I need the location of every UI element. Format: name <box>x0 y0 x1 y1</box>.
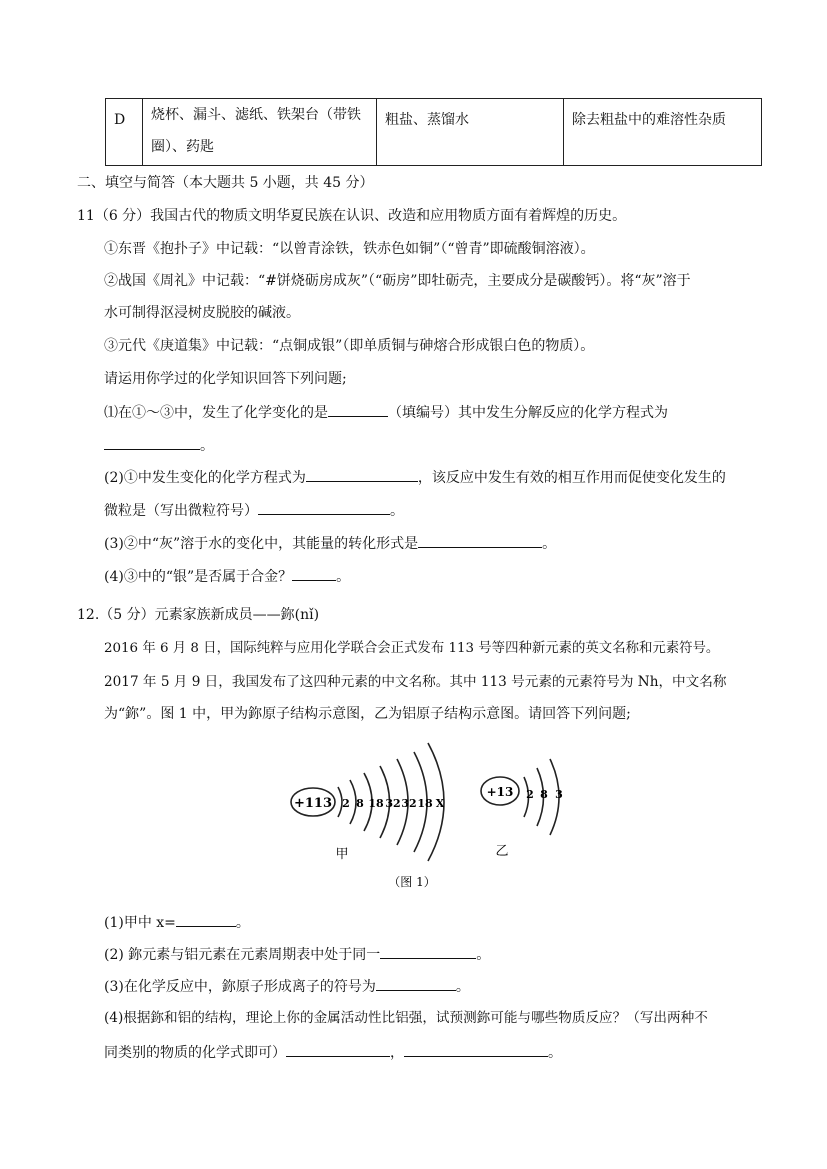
q12-part4-text-b: 同类别的物质的化学式即可） <box>104 1045 286 1061</box>
jia-shell-3: 18 <box>368 797 384 810</box>
section-title: 二、填空与简答（本大题共 5 小题，共 45 分） <box>77 175 374 191</box>
jia-shell-5: 32 <box>401 797 417 810</box>
q11-part3 <box>104 531 556 553</box>
q11-part1-text-b: （填编号）其中发生分解反应的化学方程式为 <box>388 405 668 421</box>
q12-header: 12.（5 分）元素家族新成员——鉨(nǐ) <box>77 607 320 623</box>
jia-shell-6: 18 <box>417 797 433 810</box>
jia-shell-1: 2 <box>342 797 350 810</box>
jia-label: 甲 <box>335 847 349 862</box>
figure-caption: （图 1） <box>388 875 436 889</box>
answer-blank[interactable] <box>418 531 542 548</box>
q12-part4-sep: ， <box>390 1045 404 1061</box>
q12-part4-end: 。 <box>548 1045 562 1061</box>
q12-part2-end: 。 <box>476 947 491 963</box>
answer-blank[interactable] <box>376 974 456 991</box>
q11-part2-cont <box>104 498 404 520</box>
q12-part3 <box>104 974 470 996</box>
yi-nucleus-label: +13 <box>486 785 514 799</box>
q12-part3-text: (3)在化学反应中，鉨原子形成离子的符号为 <box>104 979 376 995</box>
answer-blank[interactable] <box>104 433 200 450</box>
answer-blank[interactable] <box>286 1040 390 1057</box>
q11-part1-text-a: ⑴在①～③中，发生了化学变化的是 <box>104 405 328 421</box>
yi-shell-1: 2 <box>526 788 534 801</box>
yi-label: 乙 <box>495 844 509 859</box>
reagents-cell: 粗盐、蒸馏水 <box>377 99 564 166</box>
q11-item2b: 水可制得沤浸树皮脱胶的碱液。 <box>104 305 300 321</box>
q12-part2-text: (2) 鉨元素与铝元素在元素周期表中处于同一 <box>104 947 381 963</box>
answer-blank[interactable] <box>258 498 390 515</box>
q12-part1-end: 。 <box>235 915 250 931</box>
q11-part2-text-c: 微粒是（写出微粒符号） <box>104 503 258 519</box>
yi-shell-2: 8 <box>540 788 548 801</box>
q12-para3: 为“鉨”。图 1 中，甲为鉨原子结构示意图，乙为铝原子结构示意图。请回答下列问题; <box>104 706 631 722</box>
q11-part4 <box>104 564 350 586</box>
q12-part4-cont <box>104 1040 562 1062</box>
table-row <box>106 99 762 166</box>
q11-part2 <box>104 465 726 487</box>
q11-part4-end: 。 <box>336 569 351 585</box>
q12-para1: 2016 年 6 月 8 日，国际纯粹与应用化学联合会正式发布 113 号等四种新元素的英文名称和元素符号。 <box>104 641 720 656</box>
q11-part3-text: (3)②中“灰”溶于水的变化中，其能量的转化形式是 <box>104 536 419 552</box>
q11-part1-cont <box>104 433 214 455</box>
answer-blank[interactable] <box>404 1040 548 1057</box>
q11-header: 11（6 分）我国古代的物质文明华夏民族在认识、改造和应用物质方面有着辉煌的历史。 <box>77 208 627 224</box>
q12-part1 <box>104 910 250 932</box>
q11-item1: ①东晋《抱扑子》中记载：“以曾青涂铁，铁赤色如铜”（“曾青”即硫酸铜溶液）。 <box>104 241 595 257</box>
jia-nucleus-label: +113 <box>293 796 333 811</box>
q11-part1 <box>104 400 668 422</box>
answer-blank[interactable] <box>176 910 236 927</box>
q11-part1-end: 。 <box>200 438 214 454</box>
answer-blank[interactable] <box>306 465 418 482</box>
q12-para2: 2017 年 5 月 9 日，我国发布了这四种元素的中文名称。其中 113 号元素的元素符号为 Nh，中文名称 <box>104 674 727 690</box>
q12-part3-end: 。 <box>455 979 470 995</box>
purpose-cell: 除去粗盐中的难溶性杂质 <box>564 99 762 166</box>
jia-shell-counts <box>342 797 445 810</box>
answer-blank[interactable] <box>328 400 388 417</box>
options-table <box>105 98 762 166</box>
q12-part4: (4)根据鉨和铝的结构，理论上你的金属活动性比铝强，试预测鉨可能与哪些物质反应？（写出两种不 <box>104 1010 708 1026</box>
answer-blank[interactable] <box>292 564 336 581</box>
q11-prompt: 请运用你学过的化学知识回答下列问题; <box>104 371 347 387</box>
q11-part4-text: (4)③中的“银”是否属于合金？ <box>104 569 293 585</box>
q12-part1-text: (1)甲中 x= <box>104 915 176 931</box>
jia-shell-4: 32 <box>385 797 401 810</box>
yi-shell-3: 3 <box>555 788 563 801</box>
option-cell: D <box>106 99 143 166</box>
q11-item3: ③元代《庚道集》中记载：“点铜成银”（即单质铜与砷熔合形成银白色的物质）。 <box>104 338 595 354</box>
q11-part2-end: 。 <box>390 503 404 519</box>
q11-part3-end: 。 <box>542 536 557 552</box>
apparatus-cell: 烧杯、漏斗、滤纸、铁架台（带铁圈）、药匙 <box>143 99 377 166</box>
atomic-structure-figure <box>280 735 580 895</box>
q11-part2-text-b: ，该反应中发生有效的相互作用而促使变化发生的 <box>417 470 726 486</box>
q12-part2 <box>104 942 490 964</box>
jia-shell-2: 8 <box>356 797 364 810</box>
yi-shell-counts <box>526 788 563 801</box>
answer-blank[interactable] <box>380 942 476 959</box>
q11-part2-text-a: (2)①中发生变化的化学方程式为 <box>104 470 306 486</box>
jia-shell-7: X <box>435 797 445 810</box>
q11-item2a: ②战国《周礼》中记载：“#饼烧砺房成灰”（“砺房”即牡砺壳，主要成分是碳酸钙）。将“灰”溶于 <box>104 273 691 289</box>
